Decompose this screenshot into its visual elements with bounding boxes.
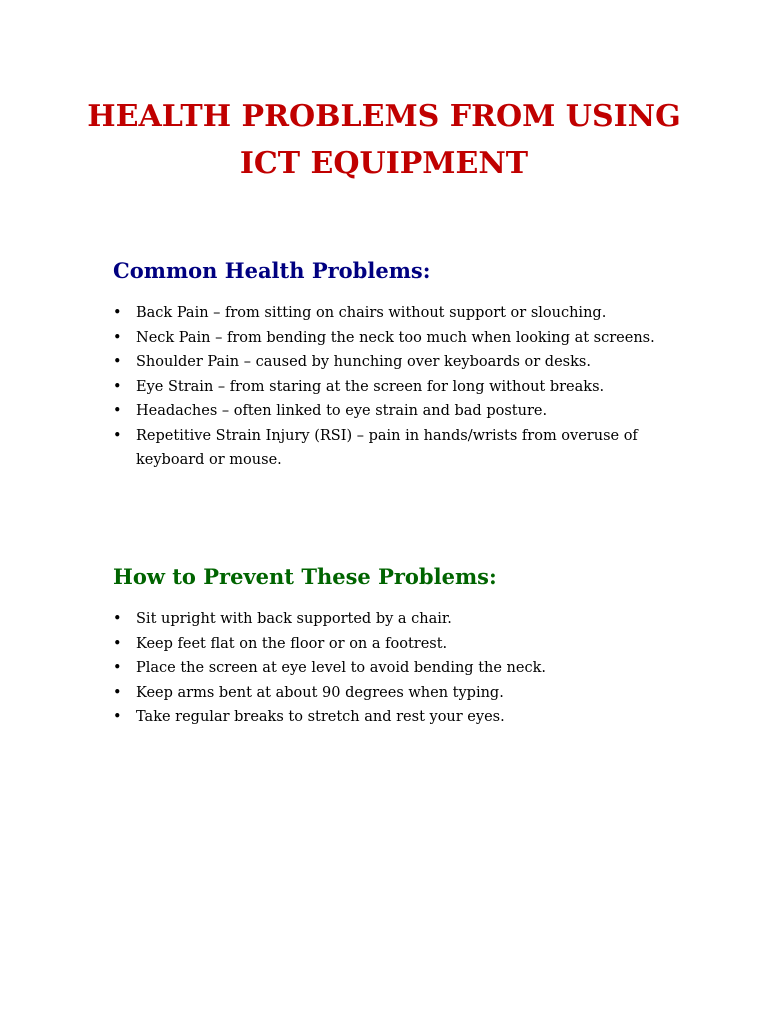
list-item [113, 350, 658, 375]
bullet-marker: • [113, 427, 122, 444]
common-problems-list [113, 301, 658, 473]
list-item-text: Neck Pain – from bending the neck too much when looking at screens. [136, 329, 655, 346]
bullet-marker: • [113, 354, 122, 370]
bullet-marker: • [113, 611, 122, 627]
bullet-marker: • [113, 305, 122, 321]
prevention-list [113, 607, 658, 730]
list-item [113, 681, 658, 706]
bullet-marker: • [113, 635, 122, 652]
list-item [113, 399, 658, 424]
list-item [113, 656, 658, 681]
list-item-text: Keep feet flat on the floor or on a footrest. [136, 635, 448, 652]
bullet-marker: • [113, 403, 122, 419]
list-item-text: Keep arms bent at about 90 degrees when typing. [136, 684, 504, 701]
bullet-marker: • [113, 660, 122, 676]
list-item [113, 607, 658, 632]
list-item-text: Place the screen at eye level to avoid bending the neck. [136, 660, 546, 676]
list-item [113, 375, 658, 400]
bullet-marker: • [113, 684, 122, 701]
title-line-2: ICT EQUIPMENT [239, 146, 529, 181]
section-heading-common-problems: Common Health Problems: [113, 258, 431, 283]
document-title [0, 93, 768, 187]
list-item-text: Headaches – often linked to eye strain and bad posture. [136, 403, 548, 419]
list-item [113, 632, 658, 657]
bullet-marker: • [113, 378, 122, 395]
list-item-text: Shoulder Pain – caused by hunching over keyboards or desks. [136, 354, 591, 370]
list-item [113, 705, 658, 730]
list-item [113, 301, 658, 326]
list-item-text: Eye Strain – from staring at the screen for long without breaks. [136, 378, 605, 395]
list-item-text: Repetitive Strain Injury (RSI) – pain in hands/wrists from overuse of keyboard or mouse. [136, 427, 638, 468]
bullet-marker: • [113, 329, 122, 346]
list-item [113, 424, 658, 473]
list-item-text: Sit upright with back supported by a chair. [136, 611, 452, 627]
section-heading-prevention: How to Prevent These Problems: [113, 564, 497, 589]
list-item [113, 326, 658, 351]
title-line-1: HEALTH PROBLEMS FROM USING [87, 99, 681, 134]
bullet-marker: • [113, 709, 122, 725]
list-item-text: Take regular breaks to stretch and rest your eyes. [136, 709, 505, 725]
list-item-text: Back Pain – from sitting on chairs without support or slouching. [136, 305, 607, 321]
